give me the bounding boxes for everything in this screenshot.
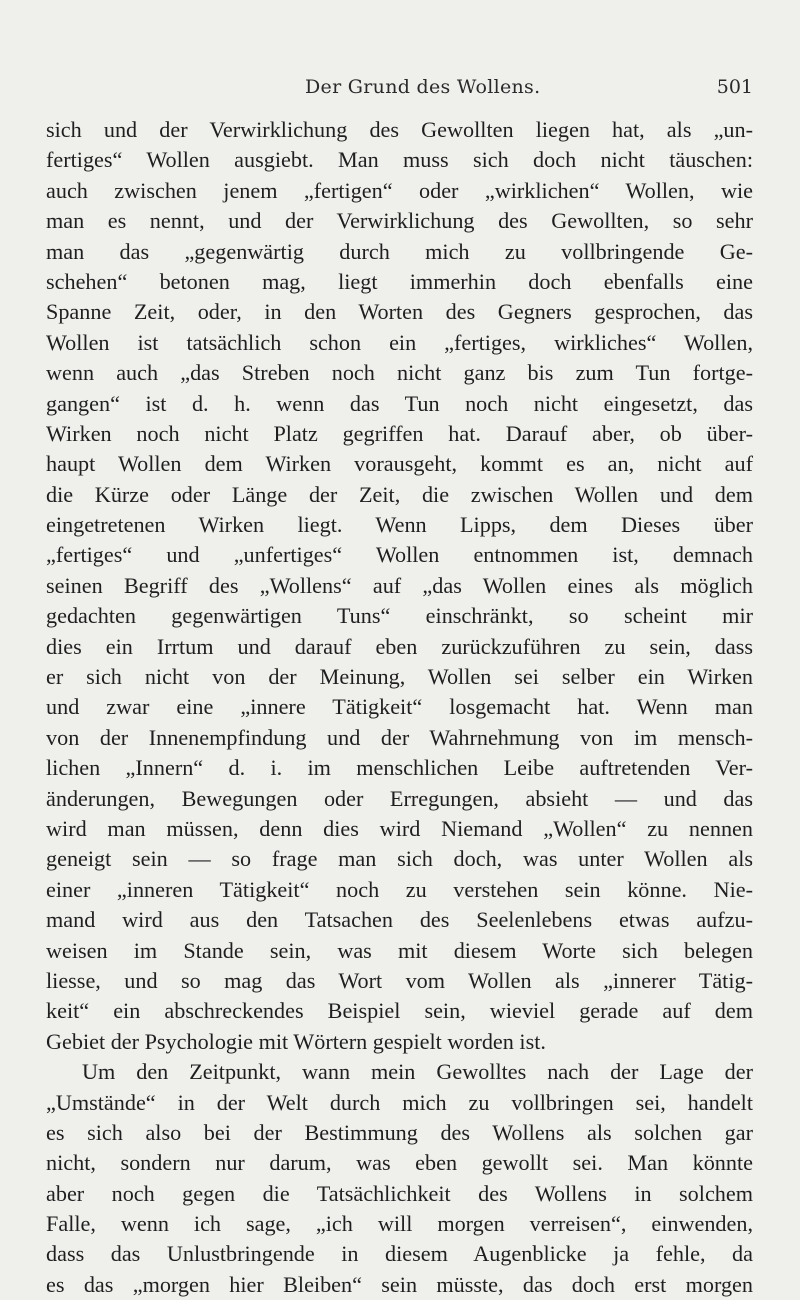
text-line: weisen im Stande sein, was mit diesem Worte sich belegen — [46, 937, 753, 963]
text-line: Falle, wenn ich sage, „ich will morgen verreisen“, einwenden, — [46, 1211, 753, 1237]
text-line: sich und der Verwirklichung des Gewollten liegen hat, als „un- — [46, 117, 753, 142]
text-line: dass das Unlustbringende in diesem Augenblicke ja fehle, da — [46, 1241, 753, 1267]
text-line: „fertiges“ und „unfertiges“ Wollen entnommen ist, demnach — [46, 542, 753, 568]
text-line: fertiges“ Wollen ausgiebt. Man muss sich doch nicht täuschen: — [46, 147, 753, 173]
text-line: liesse, und so mag das Wort vom Wollen als „innerer Tätig- — [46, 967, 753, 993]
running-title: Der Grund des Wollens. — [305, 76, 541, 98]
text-line: schehen“ betonen mag, liegt immerhin doch ebenfalls eine — [46, 268, 753, 294]
text-line: einer „inneren Tätigkeit“ noch zu verstehen sein könne. Nie- — [46, 876, 753, 902]
text-line: Gebiet der Psychologie mit Wörtern gespielt worden ist. — [46, 1028, 546, 1054]
text-line: Um den Zeitpunkt, wann mein Gewolltes nach der Lage der — [82, 1059, 753, 1085]
text-line: die Kürze oder Länge der Zeit, die zwischen Wollen und dem — [46, 481, 753, 507]
text-line: wird man müssen, denn dies wird Niemand „Wollen“ zu nennen — [46, 815, 753, 841]
text-line: er sich nicht von der Meinung, Wollen sei selber ein Wirken — [46, 664, 753, 690]
page-number: 501 — [716, 76, 753, 98]
text-line: von der Innenempfindung und der Wahrnehmung von im mensch- — [46, 724, 753, 750]
text-line: Wollen ist tatsächlich schon ein „fertiges, wirkliches“ Wollen, — [46, 329, 753, 355]
text-line: haupt Wollen dem Wirken vorausgeht, kommt es an, nicht auf — [46, 451, 753, 477]
text-line: Spanne Zeit, oder, in den Worten des Gegners gesprochen, das — [46, 299, 753, 325]
text-line: Wirken noch nicht Platz gegriffen hat. Darauf aber, ob über- — [46, 420, 753, 446]
text-line: keit“ ein abschreckendes Beispiel sein, wieviel gerade auf dem — [46, 998, 753, 1024]
text-line: auch zwischen jenem „fertigen“ oder „wirklichen“ Wollen, wie — [46, 177, 753, 203]
text-line: mand wird aus den Tatsachen des Seelenlebens etwas aufzu- — [46, 907, 753, 933]
text-line: nicht, sondern nur darum, was eben gewollt sei. Man könnte — [46, 1150, 753, 1176]
running-head — [46, 76, 753, 104]
text-line: man es nennt, und der Verwirklichung des Gewollten, so sehr — [46, 208, 753, 234]
text-line: dies ein Irrtum und darauf eben zurückzuführen zu sein, dass — [46, 633, 753, 659]
text-line: lichen „Innern“ d. i. im menschlichen Leibe auftretenden Ver- — [46, 755, 753, 781]
text-line: wenn auch „das Streben noch nicht ganz bis zum Tun fortge- — [46, 360, 753, 386]
text-line: seinen Begriff des „Wollens“ auf „das Wollen eines als möglich — [46, 572, 753, 598]
text-line: aber noch gegen die Tatsächlichkeit des Wollens in solchem — [46, 1180, 753, 1206]
text-line: gedachten gegenwärtigen Tuns“ einschränkt, so scheint mir — [46, 603, 753, 629]
body-text — [46, 115, 753, 1300]
text-line: es das „morgen hier Bleiben“ sein müsste, das doch erst morgen — [46, 1271, 753, 1297]
text-line: änderungen, Bewegungen oder Erregungen, absieht — und das — [46, 785, 753, 811]
text-line: geneigt sein — so frage man sich doch, was unter Wollen als — [46, 846, 753, 872]
text-line: und zwar eine „innere Tätigkeit“ losgemacht hat. Wenn man — [46, 694, 753, 720]
text-line: gangen“ ist d. h. wenn das Tun noch nicht eingesetzt, das — [46, 390, 753, 416]
text-line: man das „gegenwärtig durch mich zu vollbringende Ge- — [46, 238, 753, 264]
text-line: es sich also bei der Bestimmung des Wollens als solchen gar — [46, 1119, 753, 1145]
text-line: „Umstände“ in der Welt durch mich zu vollbringen sei, handelt — [46, 1089, 753, 1115]
text-line: eingetretenen Wirken liegt. Wenn Lipps, dem Dieses über — [46, 512, 753, 538]
